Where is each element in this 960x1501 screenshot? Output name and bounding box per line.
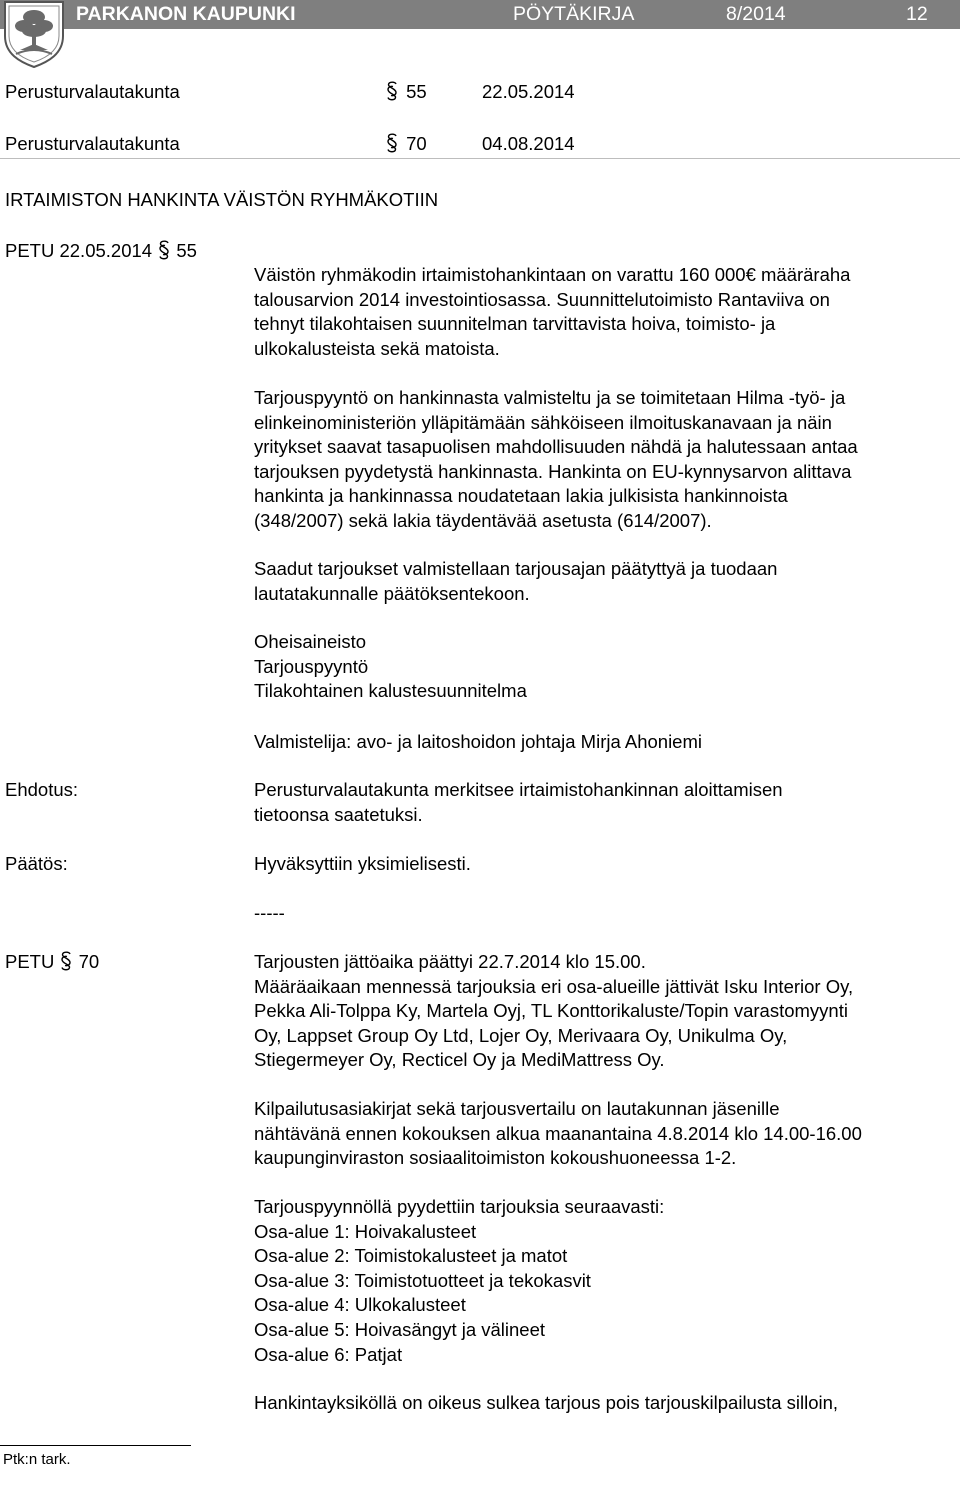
proposal-label: Ehdotus: bbox=[5, 779, 79, 800]
text-line: Stiegermeyer Oy, Recticel Oy ja MediMattress Oy. bbox=[254, 1049, 665, 1071]
text-line: Hyväksyttiin yksimielisesti. bbox=[254, 853, 471, 874]
petu70-label bbox=[5, 950, 99, 975]
petu55-label-prefix: PETU 22.05.2014 bbox=[5, 240, 153, 261]
petu70-paragraph-4 bbox=[254, 1391, 954, 1416]
text-line: talousarvion 2014 investointiosassa. Suunnittelutoimisto Rantaviiva on bbox=[254, 288, 830, 310]
list-item: Osa-alue 6: Patjat bbox=[254, 1343, 403, 1365]
list-item: Osa-alue 2: Toimistokalusteet ja matot bbox=[254, 1245, 568, 1267]
meeting-section-number-2: 70 bbox=[406, 133, 427, 154]
petu70-paragraph-3 bbox=[254, 1195, 954, 1367]
petu55-preparer bbox=[254, 730, 954, 755]
section-sign-icon bbox=[385, 80, 399, 102]
meeting-section-1 bbox=[385, 80, 427, 105]
minutes-checker-label: Ptk:n tark. bbox=[3, 1451, 71, 1468]
petu70-label-number: 70 bbox=[78, 951, 100, 972]
text-line: tarjouksen pyydetystä hankinnasta. Hankinta on EU-kynnysarvon alittava bbox=[254, 460, 852, 482]
section-sign-icon bbox=[385, 132, 399, 154]
text-line: Määräaikaan mennessä tarjouksia eri osa-alueille jättivät Isku Interior Oy, bbox=[254, 975, 854, 997]
section-sign-icon bbox=[157, 239, 171, 261]
text-line: yritykset saavat tasapuolisen mahdollisuuden nähdä ja halutessaan antaa bbox=[254, 436, 858, 458]
text-line: kaupunginviraston sosiaalitoimiston kokoushuoneessa 1-2. bbox=[254, 1147, 737, 1169]
document-type: PÖYTÄKIRJA bbox=[513, 3, 635, 25]
list-item: Osa-alue 1: Hoivakalusteet bbox=[254, 1220, 477, 1242]
text-line: nähtävänä ennen kokouksen alkua maanantaina 4.8.2014 klo 14.00-16.00 bbox=[254, 1122, 862, 1144]
text-line: lautatakunnalle päätöksentekoon. bbox=[254, 582, 530, 604]
matter-title: IRTAIMISTON HANKINTA VÄISTÖN RYHMÄKOTIIN bbox=[5, 189, 439, 210]
petu55-paragraph-2 bbox=[254, 386, 954, 534]
petu55-label-number: 55 bbox=[176, 240, 197, 261]
text-line: elinkeinoministeriön ylläpitämään sähköiseen ilmoituskanavaan ja näin bbox=[254, 411, 832, 433]
attachment-item: Tarjouspyyntö bbox=[254, 655, 369, 677]
text-line: Tarjousten jättöaika päättyi 22.7.2014 klo 15.00. bbox=[254, 951, 646, 972]
footer-divider bbox=[0, 1445, 191, 1446]
text-line: Saadut tarjoukset valmistellaan tarjousajan päätyttyä ja tuodaan bbox=[254, 558, 778, 579]
petu55-paragraph-3 bbox=[254, 557, 954, 606]
text-line: (348/2007) sekä lakia täydentävää asetusta (614/2007). bbox=[254, 509, 712, 531]
attachment-item: Tilakohtainen kalustesuunnitelma bbox=[254, 680, 527, 702]
meeting-board-2: Perusturvalautakunta bbox=[5, 133, 180, 154]
meeting-section-2 bbox=[385, 132, 427, 157]
issue-number: 8/2014 bbox=[726, 3, 786, 25]
page-number: 12 bbox=[906, 3, 928, 25]
text-line: Väistön ryhmäkodin irtaimistohankintaan on varattu 160 000€ määräraha bbox=[254, 264, 851, 285]
text-line: Oy, Lappset Group Oy Ltd, Lojer Oy, Merivaara Oy, Unikulma Oy, bbox=[254, 1024, 788, 1046]
meeting-section-number-1: 55 bbox=[406, 81, 427, 102]
attachment-item: Oheisaineisto bbox=[254, 631, 367, 652]
text-line: tehnyt tilakohtaisen suunnitelman tarvittavista hoiva, toimisto- ja bbox=[254, 313, 776, 335]
list-item: Osa-alue 5: Hoivasängyt ja välineet bbox=[254, 1318, 546, 1340]
list-item: Osa-alue 3: Toimistotuotteet ja tekokasvit bbox=[254, 1269, 591, 1291]
meeting-board-1: Perusturvalautakunta bbox=[5, 81, 180, 102]
text-line: tietoonsa saatetuksi. bbox=[254, 803, 423, 825]
organization-name: PARKANON KAUPUNKI bbox=[76, 3, 296, 25]
separator-line: ----- bbox=[254, 902, 285, 923]
coat-of-arms-icon bbox=[2, 0, 66, 68]
decision-label: Päätös: bbox=[5, 853, 68, 874]
text-line: Tarjouspyyntö on hankinnasta valmisteltu ja se toimitetaan Hilma -työ- ja bbox=[254, 387, 846, 408]
text-line: Perusturvalautakunta merkitsee irtaimistohankinnan aloittamisen bbox=[254, 779, 783, 800]
meeting-date-1: 22.05.2014 bbox=[482, 81, 575, 102]
petu70-paragraph-2 bbox=[254, 1097, 954, 1171]
petu55-paragraph-1 bbox=[254, 263, 954, 361]
petu70-label-prefix: PETU bbox=[5, 951, 55, 972]
petu55-label bbox=[5, 239, 197, 264]
meeting-date-2: 04.08.2014 bbox=[482, 133, 575, 154]
section-sign-icon bbox=[59, 950, 73, 972]
text-line: Hankintayksiköllä on oikeus sulkea tarjous pois tarjouskilpailusta silloin, bbox=[254, 1392, 839, 1413]
petu70-paragraph-1 bbox=[254, 950, 954, 1073]
text-line: Pekka Ali-Tolppa Ky, Martela Oyj, TL Konttorikaluste/Topin varastomyynti bbox=[254, 1000, 848, 1022]
preparer-line: Valmistelija: avo- ja laitoshoidon johtaja Mirja Ahoniemi bbox=[254, 731, 702, 752]
list-item: Osa-alue 4: Ulkokalusteet bbox=[254, 1294, 466, 1316]
text-line: hankinta ja hankinnassa noudatetaan lakia julkisista hankinnoista bbox=[254, 485, 788, 507]
decision-text bbox=[254, 852, 954, 877]
petu55-attachments bbox=[254, 630, 954, 704]
proposal-text bbox=[254, 778, 954, 827]
text-line: ulkokalusteista sekä matoista. bbox=[254, 337, 500, 359]
text-line: Kilpailutusasiakirjat sekä tarjousvertailu on lautakunnan jäsenille bbox=[254, 1098, 780, 1119]
header-divider bbox=[0, 158, 960, 159]
section-separator bbox=[254, 901, 954, 926]
text-line: Tarjouspyynnöllä pyydettiin tarjouksia seuraavasti: bbox=[254, 1196, 665, 1217]
